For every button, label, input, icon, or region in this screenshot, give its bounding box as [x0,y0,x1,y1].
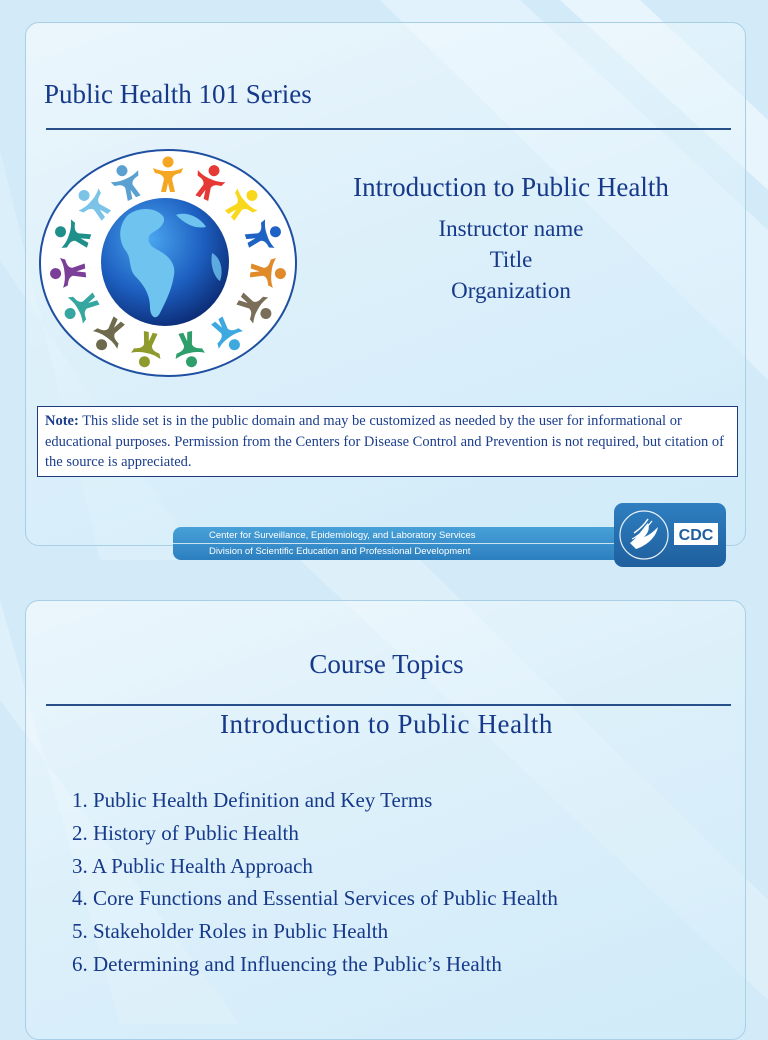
series-title: Public Health 101 Series [44,79,312,109]
title-slide [25,22,746,557]
course-topics-slide [25,600,746,1040]
course-title: Introduction to Public Health [353,172,669,202]
note-text: This slide set is in the public domain and may be customized as needed by the user for informational or educational purposes. Permission from the Centers for Disease Control and Prevention is not required, but citation of the source is appreciated. [45,413,724,470]
course-topics-subheading: Introduction to Public Health [219,709,554,739]
topic-item: 5. Stakeholder Roles in Public Health [72,919,389,944]
course-topics-heading: Course Topics [309,649,464,679]
topic-item: 2. History of Public Health [72,820,299,845]
title-block [346,168,676,306]
instructor-title: Title [489,247,533,272]
instructor-organization: Organization [451,278,571,303]
note-label: Note: [45,413,79,429]
cdc-logo-text: CDC [678,527,714,544]
topic-item: 6. Determining and Influencing the Public’s Health [72,951,502,976]
public-domain-note [37,406,738,477]
title-divider [46,128,731,130]
hhs-eagle-icon [614,503,726,567]
banner-center-name: Center for Surveillance, Epidemiology, and Laboratory Services [209,530,476,541]
topics-divider [46,704,731,706]
topic-item: 3. A Public Health Approach [72,853,313,878]
cdc-logo [614,503,726,567]
topic-item: 1. Public Health Definition and Key Terms [72,788,433,812]
instructor-name: Instructor name [438,216,584,241]
globe-with-people-icon [36,145,300,381]
cdc-division-banner [173,527,623,560]
banner-division-name: Division of Scientific Education and Professional Development [209,546,471,557]
topics-list [72,784,558,981]
topic-item: 4. Core Functions and Essential Services of Public Health [72,886,558,911]
banner-separator [173,543,623,544]
